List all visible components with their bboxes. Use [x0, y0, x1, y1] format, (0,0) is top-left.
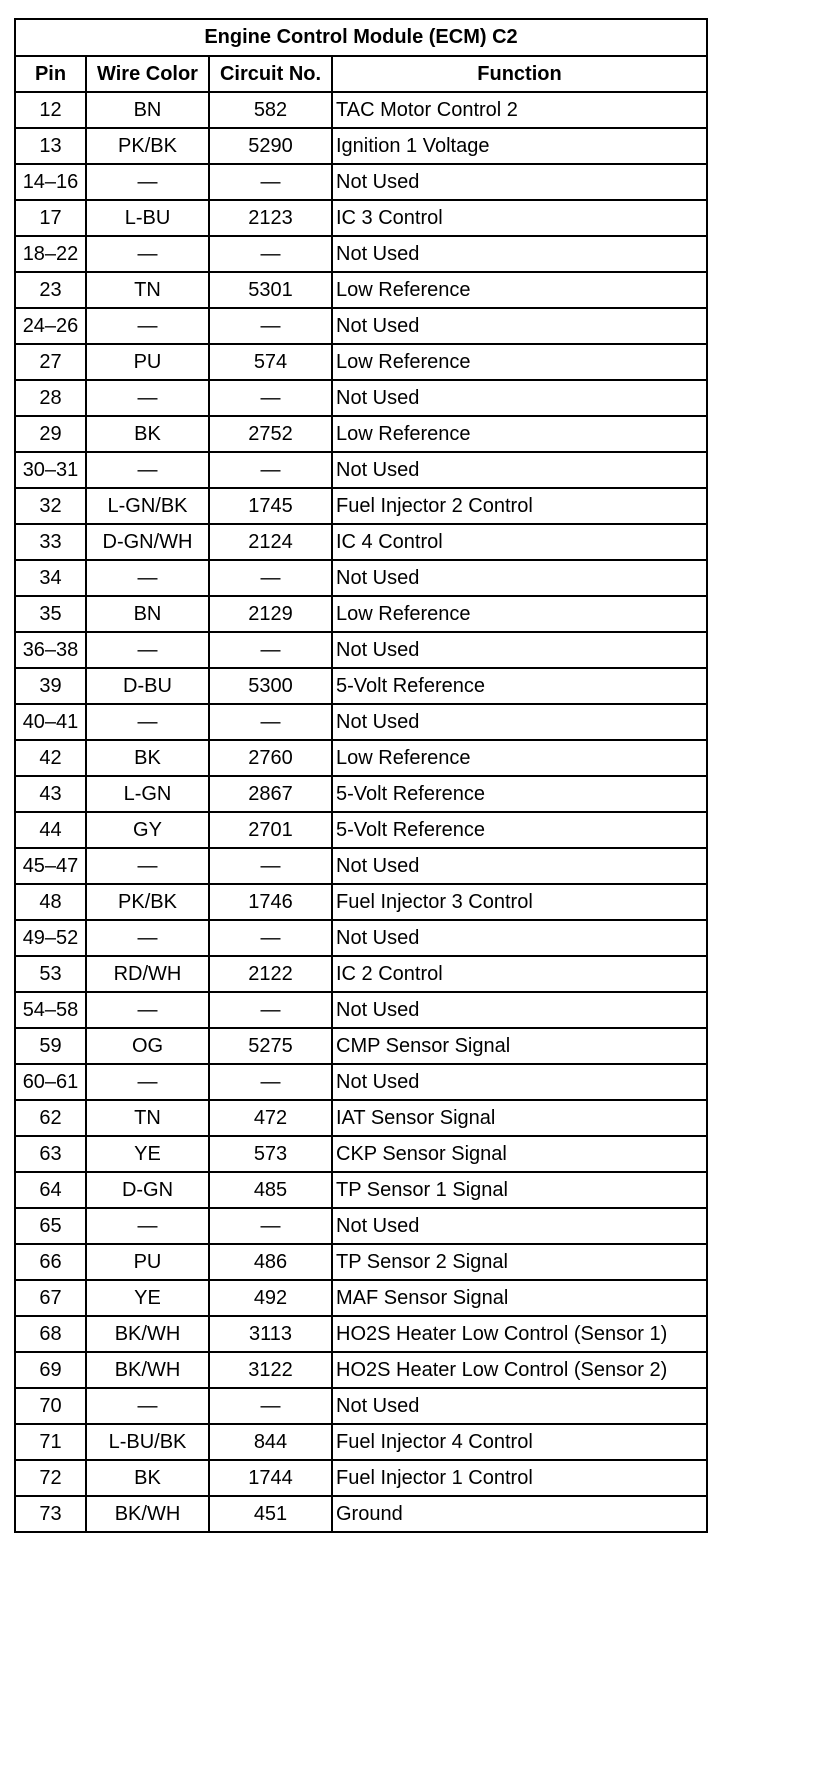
cell-pin: 36–38: [15, 632, 86, 668]
cell-function: Fuel Injector 2 Control: [332, 488, 707, 524]
cell-circuit-no: —: [209, 1064, 332, 1100]
table-body: [15, 92, 707, 1532]
cell-wire-color: TN: [86, 1100, 209, 1136]
cell-circuit-no: 844: [209, 1424, 332, 1460]
cell-function: Not Used: [332, 1064, 707, 1100]
cell-function: Fuel Injector 4 Control: [332, 1424, 707, 1460]
table-row: [15, 1244, 707, 1280]
cell-function: Low Reference: [332, 416, 707, 452]
cell-function: 5-Volt Reference: [332, 776, 707, 812]
table-row: [15, 956, 707, 992]
cell-pin: 70: [15, 1388, 86, 1424]
cell-pin: 12: [15, 92, 86, 128]
table-row: [15, 1388, 707, 1424]
cell-wire-color: D-BU: [86, 668, 209, 704]
table-title-row: [15, 19, 707, 56]
cell-function: Not Used: [332, 992, 707, 1028]
cell-function: Fuel Injector 1 Control: [332, 1460, 707, 1496]
cell-wire-color: YE: [86, 1280, 209, 1316]
table-row: [15, 308, 707, 344]
cell-wire-color: TN: [86, 272, 209, 308]
cell-wire-color: OG: [86, 1028, 209, 1064]
cell-pin: 65: [15, 1208, 86, 1244]
cell-pin: 40–41: [15, 704, 86, 740]
table-row: [15, 848, 707, 884]
cell-function: Not Used: [332, 236, 707, 272]
cell-pin: 44: [15, 812, 86, 848]
cell-circuit-no: 5290: [209, 128, 332, 164]
table-row: [15, 560, 707, 596]
table-row: [15, 128, 707, 164]
cell-pin: 62: [15, 1100, 86, 1136]
cell-pin: 60–61: [15, 1064, 86, 1100]
cell-function: MAF Sensor Signal: [332, 1280, 707, 1316]
cell-pin: 34: [15, 560, 86, 596]
table-row: [15, 1496, 707, 1532]
cell-function: Ground: [332, 1496, 707, 1532]
cell-function: Not Used: [332, 1388, 707, 1424]
cell-circuit-no: 486: [209, 1244, 332, 1280]
cell-wire-color: —: [86, 236, 209, 272]
table-row: [15, 380, 707, 416]
table-row: [15, 1424, 707, 1460]
cell-wire-color: L-GN/BK: [86, 488, 209, 524]
cell-circuit-no: 2760: [209, 740, 332, 776]
cell-circuit-no: 485: [209, 1172, 332, 1208]
table-row: [15, 1136, 707, 1172]
table-row: [15, 92, 707, 128]
cell-wire-color: —: [86, 560, 209, 596]
cell-pin: 27: [15, 344, 86, 380]
cell-function: IC 4 Control: [332, 524, 707, 560]
cell-circuit-no: 2752: [209, 416, 332, 452]
table-row: [15, 1172, 707, 1208]
cell-circuit-no: 582: [209, 92, 332, 128]
table-row: [15, 236, 707, 272]
cell-circuit-no: 472: [209, 1100, 332, 1136]
cell-wire-color: BK: [86, 416, 209, 452]
cell-circuit-no: 1745: [209, 488, 332, 524]
cell-function: IC 3 Control: [332, 200, 707, 236]
cell-pin: 71: [15, 1424, 86, 1460]
cell-function: HO2S Heater Low Control (Sensor 2): [332, 1352, 707, 1388]
cell-pin: 42: [15, 740, 86, 776]
cell-function: Not Used: [332, 380, 707, 416]
cell-wire-color: —: [86, 308, 209, 344]
table-row: [15, 668, 707, 704]
cell-circuit-no: 2129: [209, 596, 332, 632]
cell-circuit-no: 2122: [209, 956, 332, 992]
cell-circuit-no: —: [209, 920, 332, 956]
cell-circuit-no: 2123: [209, 200, 332, 236]
cell-pin: 30–31: [15, 452, 86, 488]
cell-circuit-no: —: [209, 704, 332, 740]
cell-circuit-no: —: [209, 560, 332, 596]
table-header-row: [15, 56, 707, 92]
cell-pin: 53: [15, 956, 86, 992]
table-row: [15, 632, 707, 668]
cell-circuit-no: —: [209, 1208, 332, 1244]
cell-wire-color: BN: [86, 596, 209, 632]
cell-wire-color: BK/WH: [86, 1352, 209, 1388]
cell-wire-color: —: [86, 1388, 209, 1424]
cell-circuit-no: 573: [209, 1136, 332, 1172]
cell-function: Not Used: [332, 1208, 707, 1244]
cell-function: Not Used: [332, 164, 707, 200]
cell-circuit-no: —: [209, 992, 332, 1028]
cell-function: HO2S Heater Low Control (Sensor 1): [332, 1316, 707, 1352]
table-row: [15, 452, 707, 488]
cell-pin: 48: [15, 884, 86, 920]
cell-function: Not Used: [332, 920, 707, 956]
cell-pin: 28: [15, 380, 86, 416]
cell-circuit-no: 2701: [209, 812, 332, 848]
cell-wire-color: —: [86, 1208, 209, 1244]
cell-circuit-no: 2124: [209, 524, 332, 560]
cell-pin: 23: [15, 272, 86, 308]
table-row: [15, 1316, 707, 1352]
cell-circuit-no: —: [209, 164, 332, 200]
cell-wire-color: BK/WH: [86, 1496, 209, 1532]
cell-circuit-no: 5300: [209, 668, 332, 704]
cell-pin: 59: [15, 1028, 86, 1064]
cell-pin: 72: [15, 1460, 86, 1496]
table-row: [15, 416, 707, 452]
cell-circuit-no: 2867: [209, 776, 332, 812]
cell-function: Not Used: [332, 452, 707, 488]
cell-circuit-no: —: [209, 848, 332, 884]
cell-wire-color: BK: [86, 1460, 209, 1496]
cell-pin: 17: [15, 200, 86, 236]
table-row: [15, 596, 707, 632]
cell-pin: 39: [15, 668, 86, 704]
cell-wire-color: L-GN: [86, 776, 209, 812]
table-row: [15, 740, 707, 776]
cell-function: Fuel Injector 3 Control: [332, 884, 707, 920]
table-row: [15, 704, 707, 740]
cell-wire-color: PK/BK: [86, 884, 209, 920]
cell-function: Low Reference: [332, 272, 707, 308]
cell-wire-color: L-BU/BK: [86, 1424, 209, 1460]
cell-function: IC 2 Control: [332, 956, 707, 992]
cell-pin: 45–47: [15, 848, 86, 884]
cell-pin: 67: [15, 1280, 86, 1316]
header-pin: Pin: [15, 56, 86, 92]
cell-circuit-no: 574: [209, 344, 332, 380]
cell-pin: 73: [15, 1496, 86, 1532]
cell-wire-color: RD/WH: [86, 956, 209, 992]
cell-wire-color: PU: [86, 1244, 209, 1280]
cell-wire-color: —: [86, 452, 209, 488]
cell-function: TAC Motor Control 2: [332, 92, 707, 128]
cell-wire-color: —: [86, 1064, 209, 1100]
cell-function: Not Used: [332, 848, 707, 884]
table-row: [15, 1028, 707, 1064]
cell-pin: 29: [15, 416, 86, 452]
cell-circuit-no: 1746: [209, 884, 332, 920]
cell-pin: 54–58: [15, 992, 86, 1028]
cell-circuit-no: 451: [209, 1496, 332, 1532]
cell-circuit-no: —: [209, 1388, 332, 1424]
cell-function: Low Reference: [332, 596, 707, 632]
table-row: [15, 1280, 707, 1316]
table-row: [15, 1208, 707, 1244]
cell-function: 5-Volt Reference: [332, 812, 707, 848]
header-function: Function: [332, 56, 707, 92]
cell-function: Ignition 1 Voltage: [332, 128, 707, 164]
table-row: [15, 1460, 707, 1496]
cell-wire-color: GY: [86, 812, 209, 848]
cell-circuit-no: 3122: [209, 1352, 332, 1388]
table-row: [15, 812, 707, 848]
table-row: [15, 344, 707, 380]
header-wire-color: Wire Color: [86, 56, 209, 92]
cell-pin: 49–52: [15, 920, 86, 956]
table-row: [15, 488, 707, 524]
cell-wire-color: YE: [86, 1136, 209, 1172]
table-row: [15, 272, 707, 308]
cell-wire-color: —: [86, 164, 209, 200]
cell-circuit-no: —: [209, 308, 332, 344]
cell-pin: 69: [15, 1352, 86, 1388]
cell-function: Not Used: [332, 632, 707, 668]
cell-function: Not Used: [332, 704, 707, 740]
cell-function: Low Reference: [332, 344, 707, 380]
cell-wire-color: —: [86, 380, 209, 416]
cell-circuit-no: 1744: [209, 1460, 332, 1496]
table-row: [15, 1100, 707, 1136]
cell-pin: 13: [15, 128, 86, 164]
cell-circuit-no: 5301: [209, 272, 332, 308]
cell-function: Not Used: [332, 308, 707, 344]
cell-function: Not Used: [332, 560, 707, 596]
table-row: [15, 1064, 707, 1100]
cell-circuit-no: —: [209, 632, 332, 668]
cell-pin: 43: [15, 776, 86, 812]
cell-function: 5-Volt Reference: [332, 668, 707, 704]
cell-wire-color: PK/BK: [86, 128, 209, 164]
table-row: [15, 884, 707, 920]
cell-pin: 24–26: [15, 308, 86, 344]
cell-circuit-no: 492: [209, 1280, 332, 1316]
cell-pin: 68: [15, 1316, 86, 1352]
table-row: [15, 1352, 707, 1388]
table-title: Engine Control Module (ECM) C2: [15, 19, 707, 56]
cell-pin: 64: [15, 1172, 86, 1208]
cell-circuit-no: —: [209, 236, 332, 272]
cell-function: CKP Sensor Signal: [332, 1136, 707, 1172]
table-row: [15, 524, 707, 560]
cell-function: TP Sensor 2 Signal: [332, 1244, 707, 1280]
cell-pin: 32: [15, 488, 86, 524]
header-circuit-no: Circuit No.: [209, 56, 332, 92]
table-row: [15, 200, 707, 236]
cell-pin: 66: [15, 1244, 86, 1280]
cell-pin: 33: [15, 524, 86, 560]
cell-pin: 18–22: [15, 236, 86, 272]
ecm-connector-table: [14, 18, 708, 1533]
cell-wire-color: —: [86, 848, 209, 884]
cell-wire-color: L-BU: [86, 200, 209, 236]
cell-wire-color: BK/WH: [86, 1316, 209, 1352]
table-row: [15, 776, 707, 812]
cell-pin: 35: [15, 596, 86, 632]
cell-pin: 14–16: [15, 164, 86, 200]
cell-circuit-no: 3113: [209, 1316, 332, 1352]
cell-function: TP Sensor 1 Signal: [332, 1172, 707, 1208]
cell-circuit-no: —: [209, 380, 332, 416]
cell-function: IAT Sensor Signal: [332, 1100, 707, 1136]
cell-wire-color: BN: [86, 92, 209, 128]
cell-wire-color: D-GN/WH: [86, 524, 209, 560]
cell-pin: 63: [15, 1136, 86, 1172]
cell-function: Low Reference: [332, 740, 707, 776]
cell-wire-color: —: [86, 920, 209, 956]
cell-function: CMP Sensor Signal: [332, 1028, 707, 1064]
cell-wire-color: PU: [86, 344, 209, 380]
cell-wire-color: —: [86, 632, 209, 668]
cell-wire-color: BK: [86, 740, 209, 776]
cell-wire-color: —: [86, 704, 209, 740]
table-row: [15, 164, 707, 200]
cell-circuit-no: —: [209, 452, 332, 488]
cell-circuit-no: 5275: [209, 1028, 332, 1064]
cell-wire-color: —: [86, 992, 209, 1028]
cell-wire-color: D-GN: [86, 1172, 209, 1208]
table-row: [15, 992, 707, 1028]
table-row: [15, 920, 707, 956]
